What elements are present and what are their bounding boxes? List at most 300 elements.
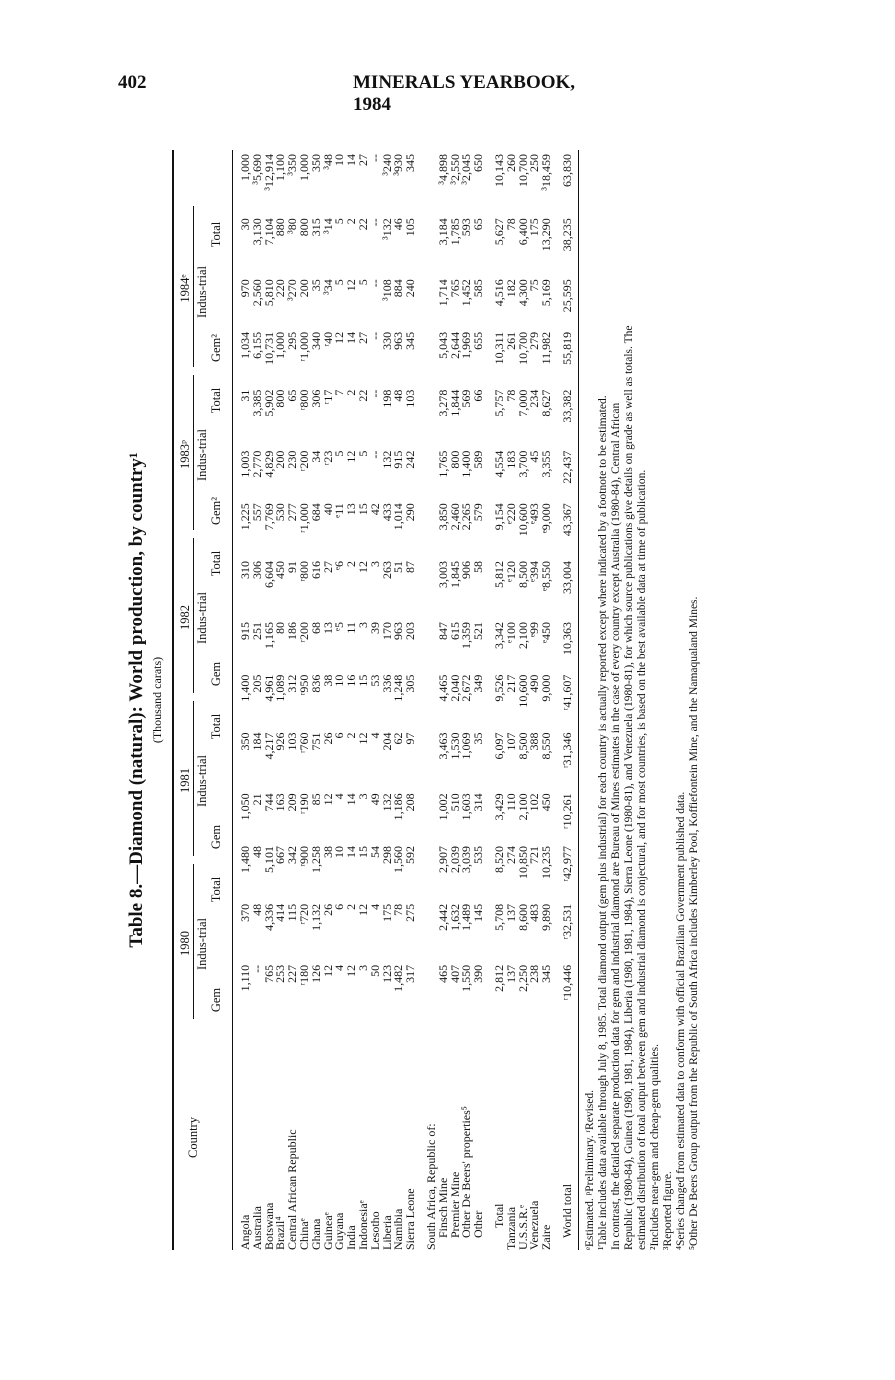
cell: ᵉ6 (332, 561, 347, 571)
cell: 557 (249, 503, 264, 522)
cell: 3,039 (459, 846, 474, 873)
cell: ᵉ493 (527, 503, 542, 525)
cell: ʳ200 (296, 622, 311, 643)
cell: ³108 (379, 279, 394, 301)
cell: ³14 (320, 218, 335, 234)
year-header-5: 1984ᵉ (178, 274, 192, 303)
cell: 103 (285, 732, 300, 751)
cell: 107 (503, 732, 518, 751)
cell: 345 (403, 154, 418, 172)
cell: 27 (320, 561, 335, 574)
cell: 593 (459, 218, 474, 237)
cell: 1,714 (435, 279, 450, 307)
footnote: ¹Table includes data available through July 8, 1985. Total diamond output (gem plus industrial) for each country is actually reported except where indicated by a footnote to be estimated. (597, 395, 609, 1250)
table-row (287, 150, 299, 1250)
cell: 8,627 (539, 389, 554, 417)
cell: 2,040 (447, 674, 462, 702)
cell: 744 (261, 793, 276, 812)
cell: ³350 (285, 154, 300, 176)
cell: 5,812 (491, 561, 506, 589)
cell: 465 (435, 964, 450, 983)
cell: 27 (355, 154, 370, 166)
cell: 5,708 (491, 903, 506, 931)
column-header: Gem (209, 824, 223, 850)
table-row (275, 150, 287, 1250)
cell: 2,442 (435, 903, 450, 931)
row-label: Zaire (539, 1224, 554, 1250)
cell: 765 (261, 964, 276, 983)
cell: 35 (308, 279, 323, 292)
cell: 1,000 (273, 331, 288, 359)
table-row (494, 150, 506, 1250)
cell: 230 (285, 450, 300, 469)
cell: 39 (367, 622, 382, 635)
cell: 650 (471, 154, 486, 172)
cell: 880 (273, 218, 288, 237)
cell: 240 (403, 279, 418, 298)
cell: 22,437 (559, 450, 574, 484)
cell: 10,363 (559, 622, 574, 656)
cell: 433 (379, 503, 394, 522)
cell: 342 (285, 846, 300, 864)
row-label: Australia (249, 1206, 264, 1250)
row-label: Botswana (261, 1202, 276, 1250)
cell: 3,278 (435, 389, 450, 417)
cell: 3,385 (249, 389, 264, 417)
cell: 9,154 (491, 503, 506, 531)
cell: 65 (471, 218, 486, 231)
footnote: ⁵Other De Beers Group output from the Republic of South Africa includes Kimberley Pool, Koffiefontein Mine, and the Namaqualand Mines. (688, 596, 700, 1250)
cell: 8,550 (539, 732, 554, 760)
column-header: Indus-trial (195, 591, 209, 645)
cell: 10,311 (491, 331, 506, 365)
cell: 31 (238, 389, 252, 402)
cell: 10,600 (515, 503, 530, 537)
cell: 13 (320, 622, 335, 635)
cell: 800 (273, 389, 288, 408)
cell: 238 (527, 964, 542, 983)
cell: 1,359 (459, 622, 474, 650)
row-label: Chinaᵉ (296, 1218, 311, 1250)
cell: 38 (320, 846, 335, 858)
cell: 1,400 (459, 450, 474, 478)
cell: 3,003 (435, 561, 450, 589)
cell: 585 (471, 279, 486, 298)
cell: 1,258 (308, 846, 323, 873)
row-label: Liberia (379, 1215, 394, 1250)
cell: 182 (503, 279, 518, 298)
cell: 110 (503, 793, 518, 811)
cell: 306 (249, 561, 264, 580)
year-header-3: 1982 (178, 605, 192, 630)
cell: 5,169 (539, 279, 554, 307)
cell: 535 (471, 846, 486, 864)
cell: 2 (344, 561, 359, 568)
cell: 765 (447, 279, 462, 298)
column-header: Indus-trial (195, 428, 209, 482)
cell: 40 (320, 503, 335, 516)
cell: 349 (471, 674, 486, 693)
cell: 5 (355, 279, 370, 286)
cell: 97 (403, 732, 418, 745)
column-header: Total (209, 713, 223, 740)
cell: ʳ42,977 (559, 846, 574, 882)
cell: 1,785 (447, 218, 462, 246)
cell: 26 (320, 732, 335, 745)
cell: 2,644 (447, 331, 462, 359)
cell: 145 (471, 903, 486, 922)
cell: ʳ180 (296, 964, 311, 986)
cell: ʳ10,446 (559, 964, 574, 1001)
cell: 198 (379, 389, 394, 408)
cell: 483 (527, 903, 542, 922)
cell: 3,429 (491, 793, 506, 821)
cell: 26 (320, 903, 335, 916)
cell: 3,342 (491, 622, 506, 650)
top-rule (172, 150, 174, 1250)
cell: 963 (391, 331, 406, 350)
cell: 63,830 (559, 154, 574, 187)
cell: 2,100 (515, 793, 530, 821)
cell: 242 (403, 450, 418, 469)
cell: 102 (527, 793, 542, 812)
cell: 390 (471, 964, 486, 983)
section-header: South Africa, Republic of: (423, 1123, 438, 1250)
cell: 4,336 (261, 903, 276, 931)
cell: 2 (344, 389, 359, 396)
cell: 1,530 (447, 732, 462, 760)
cell: 9,526 (491, 674, 506, 702)
cell: 350 (308, 154, 323, 172)
cell: 906 (459, 561, 474, 580)
cell: 2,250 (515, 964, 530, 992)
cell: 1,110 (238, 964, 252, 992)
cell: 10,700 (515, 331, 530, 365)
cell: 263 (379, 561, 394, 580)
cell: 105 (403, 218, 418, 237)
cell: 115 (285, 903, 300, 922)
cell: 1,632 (447, 903, 462, 931)
cell: 6,097 (491, 732, 506, 760)
cell: 10,731 (261, 331, 276, 365)
cell: 25,595 (559, 279, 574, 313)
cell: 970 (238, 279, 252, 298)
cell: 14 (344, 793, 359, 806)
cell: 5 (332, 450, 347, 457)
cell: 1,482 (391, 964, 406, 992)
cell: ³132 (379, 218, 394, 240)
cell: 10,600 (515, 674, 530, 708)
cell: 13 (344, 503, 359, 516)
column-header: Total (209, 387, 223, 414)
table-title: Table 8.—Diamond (natural): World production, by country¹ (126, 452, 147, 948)
cell: 12 (320, 793, 335, 806)
cell: ³48 (320, 154, 335, 170)
cell: 592 (403, 846, 418, 864)
cell: 5 (355, 450, 370, 457)
cell: 1,000 (238, 154, 252, 181)
cell: 1,002 (435, 793, 450, 821)
cell: 80 (273, 622, 288, 635)
column-header: Total (209, 221, 223, 248)
cell: 250 (527, 154, 542, 172)
cell: 345 (403, 331, 418, 350)
cell: 4,300 (515, 279, 530, 307)
year-header-4: 1983ᵖ (178, 440, 192, 469)
cell: 217 (503, 674, 518, 693)
column-header: Gem (209, 661, 223, 687)
year-underline (193, 375, 194, 530)
cell: 847 (435, 622, 450, 641)
cell: 78 (503, 389, 518, 402)
cell: 4,217 (261, 732, 276, 760)
cell: 1,452 (459, 279, 474, 307)
cell: 132 (379, 793, 394, 812)
cell: ᵉ394 (527, 561, 542, 583)
row-label: Ghana (308, 1218, 323, 1250)
cell: 3,355 (539, 450, 554, 478)
cell: 12 (344, 450, 359, 463)
cell: 205 (249, 674, 264, 693)
cell: 85 (308, 793, 323, 806)
cell: 290 (403, 503, 418, 522)
cell: ᵉ8,550 (539, 561, 554, 592)
cell: 345 (539, 964, 554, 983)
country-header: Country (186, 1117, 200, 1158)
cell: 10 (332, 846, 347, 858)
cell: 68 (308, 622, 323, 635)
cell: ᵉ5 (332, 622, 347, 632)
data-table (240, 150, 574, 1250)
cell: 310 (238, 561, 252, 580)
cell: 251 (249, 622, 264, 641)
cell: 203 (403, 622, 418, 641)
row-label: U.S.S.R.ᵉ (515, 1204, 530, 1250)
cell: 123 (379, 964, 394, 983)
cell: ʳ200 (296, 450, 311, 472)
cell: 317 (403, 964, 418, 983)
cell: 5,043 (435, 331, 450, 359)
cell: 4,961 (261, 674, 276, 702)
cell: 163 (273, 793, 288, 812)
cell: 1,400 (238, 674, 252, 702)
cell: 7,104 (261, 218, 276, 246)
year-header-1: 1980 (178, 931, 192, 956)
cell: 12 (355, 561, 370, 574)
footnote: In contrast, the detailed separate production data for gem and industrial diamond are Bureau of Mines estimates in the case of every country except Australia (1980-84), Central African (610, 402, 622, 1250)
cell: 667 (273, 846, 288, 864)
row-label: Other (471, 1210, 486, 1238)
cell: 55,819 (559, 331, 574, 365)
cell: 330 (379, 331, 394, 350)
cell: 2,560 (249, 279, 264, 307)
cell: 510 (447, 793, 462, 812)
cell: 2,770 (249, 450, 264, 478)
cell: ᵉ99 (527, 622, 542, 638)
cell: 15 (355, 846, 370, 858)
cell: 45 (527, 450, 542, 463)
cell: 336 (379, 674, 394, 693)
cell: 11,982 (539, 331, 554, 365)
cell: 4 (332, 793, 347, 800)
cell: 1,050 (238, 793, 252, 821)
table-row (405, 150, 417, 1250)
cell: 350 (238, 732, 252, 751)
cell: ʳ40 (320, 331, 335, 347)
column-header: Indus-trial (195, 917, 209, 971)
row-label: India (344, 1225, 359, 1250)
cell: 1,603 (459, 793, 474, 821)
cell: 4 (332, 964, 347, 971)
world-total-row (562, 150, 574, 1250)
cell: 14 (344, 331, 359, 344)
year-underline (193, 538, 194, 693)
column-header: Gem² (209, 333, 223, 363)
cell: ʳ23 (320, 450, 335, 466)
column-header: Total (209, 550, 223, 577)
cell: 50 (367, 964, 382, 977)
cell: 306 (308, 389, 323, 408)
cell: 295 (285, 331, 300, 350)
table-row (299, 150, 311, 1250)
table-row (393, 150, 405, 1250)
cell: 450 (273, 561, 288, 580)
row-label: Other De Beers' properties⁵ (459, 1106, 474, 1238)
cell: 7,000 (515, 389, 530, 417)
cell: ʳ900 (296, 846, 311, 867)
cell: 8,500 (515, 732, 530, 760)
cell: 2 (344, 732, 359, 739)
cell: 200 (296, 279, 311, 298)
cell: 579 (471, 503, 486, 522)
cell: 46 (391, 218, 406, 231)
year-underline (193, 701, 194, 856)
cell: 87 (403, 561, 418, 574)
footnote: Republic (1980-84), Guinea (1980, 1981, 1984), Liberia (1980, 1981, 1984), Sierra Leone (1980-81), and Venezuela (1980-81), for which source publications give details on grade as well as totals. The (623, 325, 635, 1250)
cell: 253 (273, 964, 288, 983)
column-header: Gem² (209, 496, 223, 526)
cell: -- (367, 279, 382, 288)
cell: 10,850 (515, 846, 530, 879)
cell: 2,100 (515, 622, 530, 650)
row-label: Guyana (332, 1212, 347, 1250)
header-rule (232, 150, 233, 1250)
cell: 13,290 (539, 218, 554, 252)
cell: ᵉ11 (332, 503, 347, 518)
cell: 1,480 (238, 846, 252, 873)
cell: 2 (344, 218, 359, 225)
cell: 260 (503, 154, 518, 172)
cell: ʳ800 (296, 389, 311, 411)
cell: 75 (527, 279, 542, 292)
cell: 4 (367, 732, 382, 739)
cell: 963 (391, 622, 406, 641)
cell: 1,489 (459, 903, 474, 931)
row-label: Sierra Leone (403, 1188, 418, 1250)
cell: 312 (285, 674, 300, 693)
cell: ³240 (379, 154, 394, 176)
cell: 4,465 (435, 674, 450, 702)
cell: ᵉ100 (503, 622, 518, 644)
table-row (240, 150, 252, 1250)
cell: ³270 (285, 279, 300, 301)
cell: 183 (503, 450, 518, 469)
cell: 684 (308, 503, 323, 522)
cell: 5,101 (261, 846, 276, 873)
cell: 8,520 (491, 846, 506, 873)
cell: 16 (344, 674, 359, 687)
cell: 521 (471, 622, 486, 641)
cell: 170 (379, 622, 394, 641)
cell: 209 (285, 793, 300, 812)
footnote: ᵉEstimated. ᵖPreliminary. ʳRevised. (584, 1090, 596, 1250)
cell: -- (367, 218, 382, 227)
cell: 1,765 (435, 450, 450, 478)
cell: 103 (403, 389, 418, 408)
cell: 2,812 (491, 964, 506, 992)
cell: 12 (344, 279, 359, 292)
page-number: 402 (118, 72, 147, 93)
cell: 65 (285, 389, 300, 402)
cell: 1,969 (459, 331, 474, 359)
table-row (346, 150, 358, 1250)
row-label: Namibia (391, 1208, 406, 1250)
table-row (323, 150, 335, 1250)
cell: ʳ41,607 (559, 674, 574, 711)
bottom-rule (578, 150, 579, 1250)
cell: ʳ1,000 (296, 331, 311, 362)
cell: 15 (355, 674, 370, 687)
cell: 6 (332, 732, 347, 739)
row-label: World total (559, 1183, 574, 1238)
cell: 12 (355, 732, 370, 745)
cell: 10,700 (515, 154, 530, 187)
cell: 340 (308, 331, 323, 350)
cell: 33,382 (559, 389, 574, 423)
cell: 43,367 (559, 503, 574, 537)
cell: 800 (296, 218, 311, 237)
cell: 42 (367, 503, 382, 516)
cell: 615 (447, 622, 462, 641)
cell: 450 (539, 793, 554, 812)
cell: 78 (503, 218, 518, 231)
cell: 8,600 (515, 903, 530, 931)
cell: 370 (238, 903, 252, 922)
column-header: Indus-trial (195, 754, 209, 808)
cell: 10,143 (491, 154, 506, 187)
cell: 1,844 (447, 389, 462, 417)
cell: 22 (355, 218, 370, 231)
cell: ³2,045 (459, 154, 474, 185)
row-label: Brazil⁴ (273, 1216, 288, 1250)
cell: 655 (471, 331, 486, 350)
cell: 3,700 (515, 450, 530, 478)
cell: 208 (403, 793, 418, 812)
cell: 1,100 (273, 154, 288, 181)
cell: ᵉ120 (503, 561, 518, 583)
row-label: Total (491, 1203, 506, 1228)
cell: 4 (367, 903, 382, 910)
cell: 1,014 (391, 503, 406, 531)
cell: 10 (332, 154, 347, 166)
cell: 33,004 (559, 561, 574, 595)
cell: 1,845 (447, 561, 462, 589)
cell: 6 (332, 903, 347, 910)
cell: ᵉ9,000 (539, 503, 554, 534)
cell: 27 (355, 331, 370, 344)
cell: 14 (344, 846, 359, 858)
cell: 4,829 (261, 450, 276, 478)
